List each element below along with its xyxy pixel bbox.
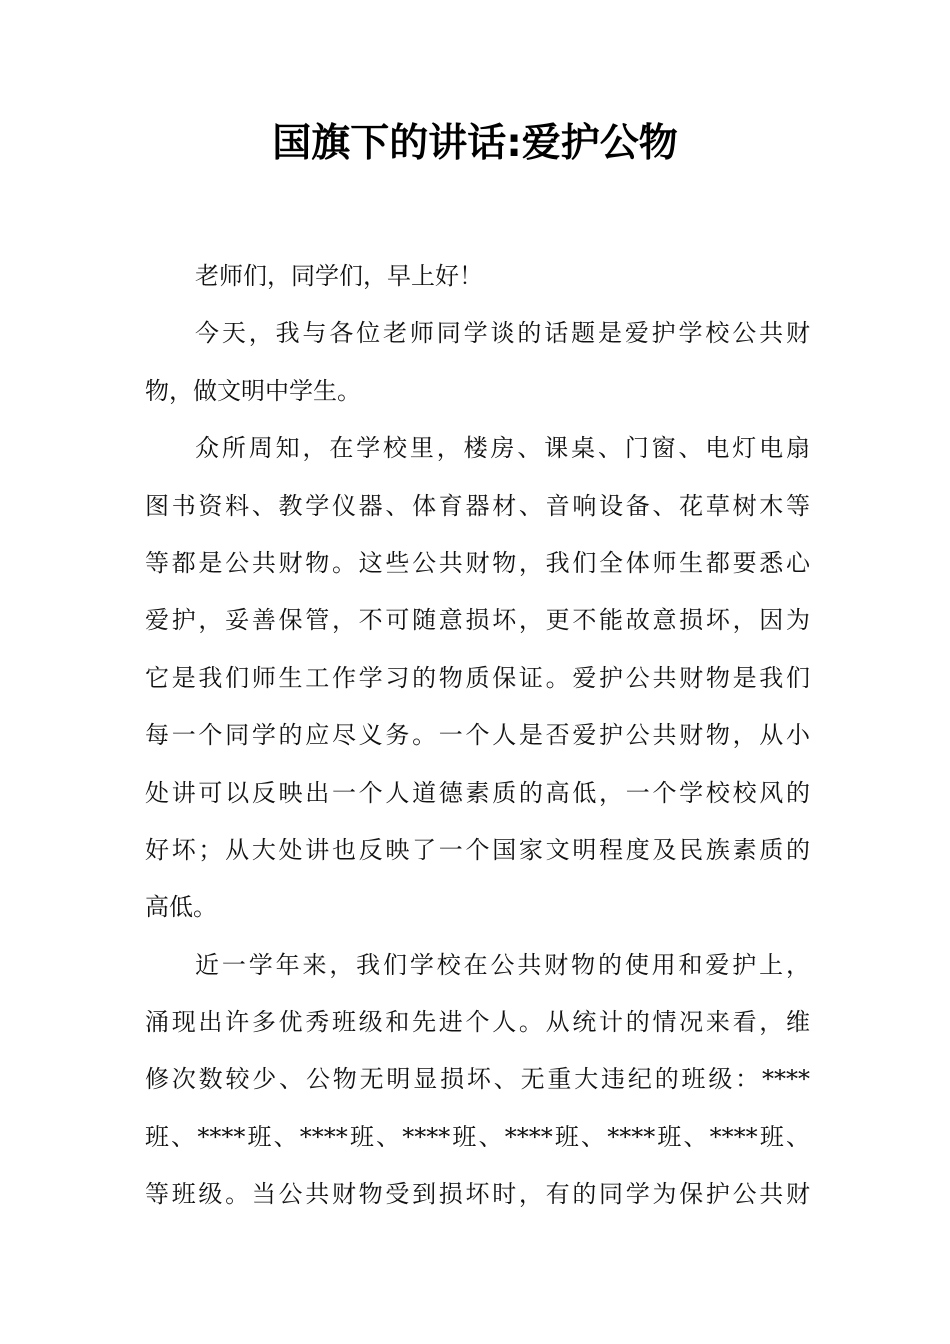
paragraph-line: 好坏；从大处讲也反映了一个国家文明程度及民族素质的: [145, 835, 810, 864]
document-title: 国旗下的讲话:爱护公物: [272, 121, 678, 166]
paragraph-line: 众所周知，在学校里，楼房、课桌、门窗、电灯电扇: [195, 434, 810, 463]
paragraph-line: 今天，我与各位老师同学谈的话题是爱护学校公共财: [195, 319, 810, 348]
document-body: [145, 248, 810, 1224]
paragraph-line: 老师们，同学们，早上好！: [195, 262, 483, 290]
paragraph-line: 近一学年来，我们学校在公共财物的使用和爱护上，: [195, 950, 810, 979]
paragraph-line: 每一个同学的应尽义务。一个人是否爱护公共财物，从小: [145, 721, 810, 750]
paragraph-line: 图书资料、教学仪器、体育器材、音响设备、花草树木等: [145, 491, 810, 520]
paragraph-line: 等都是公共财物。这些公共财物，我们全体师生都要悉心: [145, 548, 810, 577]
paragraph-line: 处讲可以反映出一个人道德素质的高低，一个学校校风的: [145, 778, 810, 807]
paragraph-line: 物，做文明中学生。: [145, 376, 361, 405]
paragraph-line: 它是我们师生工作学习的物质保证。爱护公共财物是我们: [145, 663, 810, 692]
paragraph-line: 涌现出许多优秀班级和先进个人。从统计的情况来看，维: [145, 1008, 810, 1037]
paragraph-line: 爱护，妥善保管，不可随意损坏，更不能故意损坏，因为: [145, 606, 810, 635]
paragraph-line: 高低。: [145, 893, 217, 922]
paragraph-line: 修次数较少、公物无明显损坏、无重大违纪的班级：****: [145, 1065, 810, 1094]
paragraph-line: 等班级。当公共财物受到损坏时，有的同学为保护公共财: [145, 1180, 810, 1209]
paragraph-line: 班、****班、****班、****班、****班、****班、****班、: [145, 1122, 810, 1151]
